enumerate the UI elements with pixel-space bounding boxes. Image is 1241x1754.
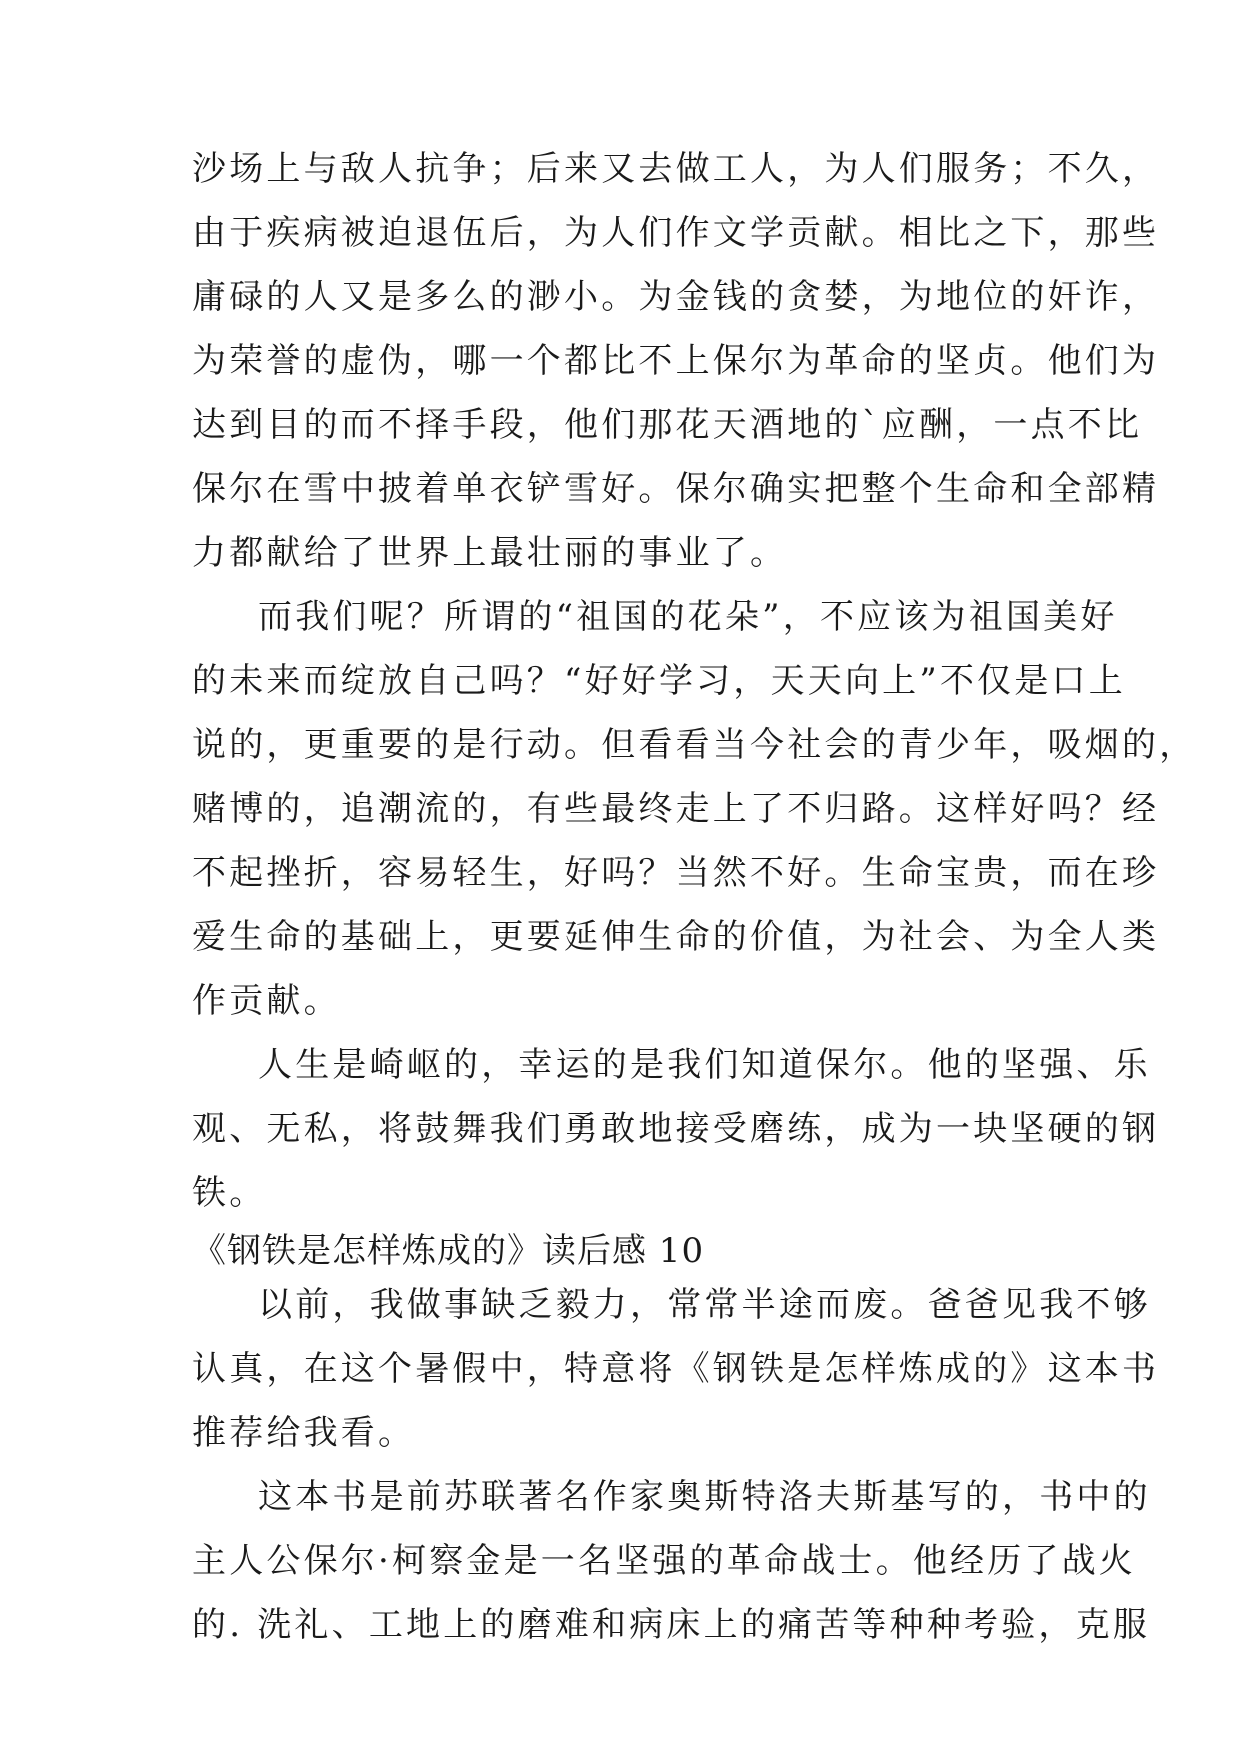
text-line: 庸碌的人又是多么的渺小。为金钱的贪婪，为地位的奸诈，: [192, 277, 1160, 317]
text-line: 不起挫折，容易轻生，好吗？当然不好。生命宝贵，而在珍: [192, 853, 1160, 893]
text-line: 的未来而绽放自己吗？“好好学习，天天向上”不仅是口上: [192, 661, 1126, 701]
text-line: 保尔在雪中披着单衣铲雪好。保尔确实把整个生命和全部精: [192, 469, 1160, 509]
text-line: 说的，更重要的是行动。但看看当今社会的青少年，吸烟的，: [192, 725, 1197, 765]
paragraph-first-line: 这本书是前苏联著名作家奥斯特洛夫斯基写的，书中的: [258, 1477, 1151, 1517]
text-line: 由于疾病被迫退伍后，为人们作文学贡献。相比之下，那些: [192, 213, 1160, 253]
text-line: 爱生命的基础上，更要延伸生命的价值，为社会、为全人类: [192, 917, 1160, 957]
text-line: 沙场上与敌人抗争；后来又去做工人，为人们服务；不久，: [192, 149, 1160, 189]
text-line: 赌博的，追潮流的，有些最终走上了不归路。这样好吗？经: [192, 789, 1160, 829]
text-line: 观、无私，将鼓舞我们勇敢地接受磨练，成为一块坚硬的钢: [192, 1109, 1160, 1149]
text-line: 铁。: [192, 1173, 267, 1213]
paragraph-first-line: 人生是崎岖的，幸运的是我们知道保尔。他的坚强、乐: [258, 1045, 1151, 1085]
text-line: 主人公保尔·柯察金是一名坚强的革命战士。他经历了战火: [192, 1541, 1137, 1581]
text-line: 的. 洗礼、工地上的磨难和病床上的痛苦等种种考验，克服: [192, 1605, 1151, 1645]
text-line: 认真，在这个暑假中，特意将《钢铁是怎样炼成的》这本书: [192, 1349, 1160, 1389]
paragraph-first-line: 以前，我做事缺乏毅力，常常半途而废。爸爸见我不够: [258, 1285, 1151, 1325]
text-line: 作贡献。: [192, 981, 341, 1021]
text-line: 推荐给我看。: [192, 1413, 416, 1453]
text-line: 力都献给了世界上最壮丽的事业了。: [192, 533, 788, 573]
text-line: 达到目的而不择手段，他们那花天酒地的`应酬，一点不比: [192, 405, 1143, 445]
paragraph-first-line: 而我们呢？所谓的“祖国的花朵”，不应该为祖国美好: [258, 597, 1118, 637]
section-heading: 《钢铁是怎样炼成的》读后感 10: [192, 1231, 705, 1271]
text-line: 为荣誉的虚伪，哪一个都比不上保尔为革命的坚贞。他们为: [192, 341, 1160, 381]
